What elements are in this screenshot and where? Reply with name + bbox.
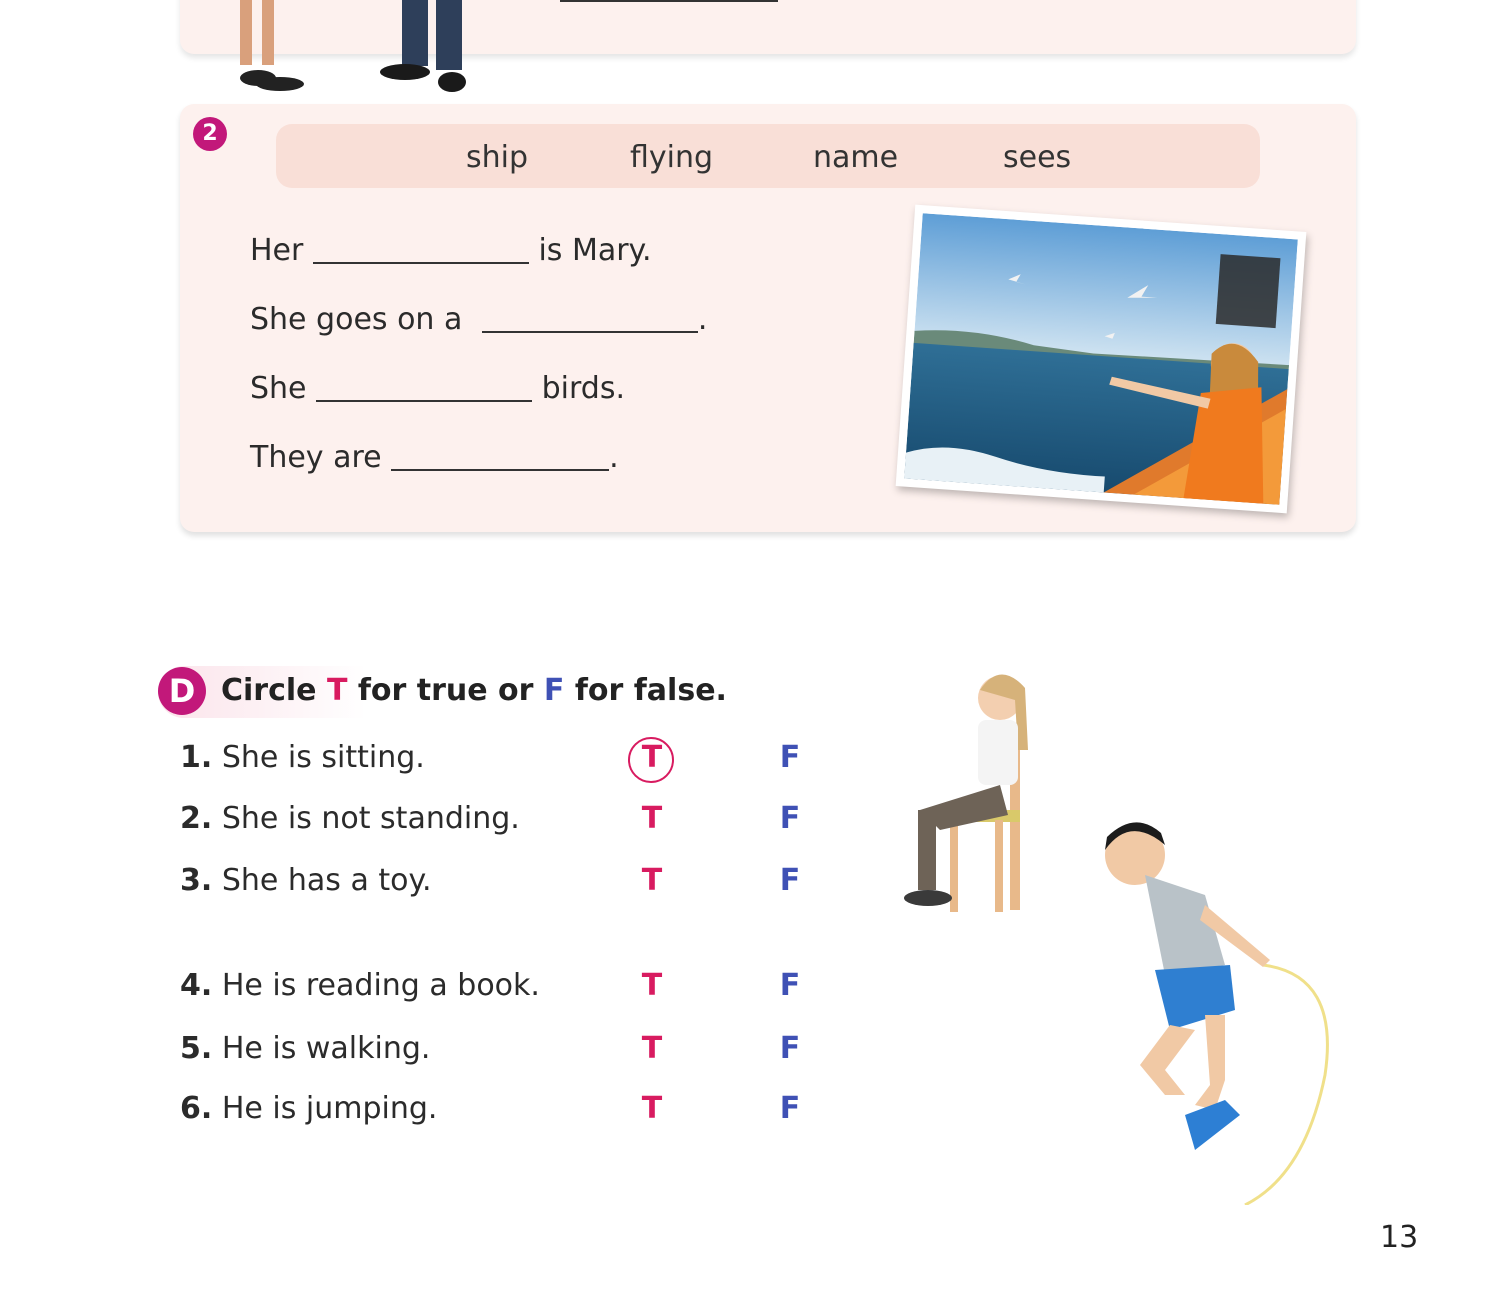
instruction-true-letter: T — [326, 673, 348, 708]
tf-item — [180, 740, 425, 775]
tf-item — [180, 863, 432, 898]
true-option[interactable]: T — [641, 1091, 663, 1126]
page-number: 13 — [1380, 1220, 1419, 1255]
false-option[interactable]: F — [779, 801, 801, 836]
item-text: He is reading a book. — [221, 968, 540, 1003]
tf-item — [180, 1091, 437, 1126]
true-option[interactable]: T — [641, 863, 663, 898]
exercise-number-badge: 2 — [193, 117, 227, 151]
fill-in-sentence — [250, 233, 652, 268]
item-number: 5. — [180, 1031, 213, 1066]
false-option[interactable]: F — [779, 1031, 801, 1066]
instruction-text: for false. — [564, 673, 727, 708]
word-bank-item: name — [813, 140, 899, 175]
false-option[interactable]: F — [779, 1091, 801, 1126]
boy-jumping-rope-illustration — [1095, 815, 1345, 1205]
instruction-false-letter: F — [543, 673, 565, 708]
item-text: He is walking. — [221, 1031, 431, 1066]
instruction-text: Circle — [221, 673, 327, 708]
true-option[interactable]: T — [641, 968, 663, 1003]
sentence-start: They are — [250, 440, 382, 475]
item-number: 4. — [180, 968, 213, 1003]
item-number: 1. — [180, 740, 213, 775]
instruction-text: for true or — [347, 673, 544, 708]
item-text: She has a toy. — [221, 863, 432, 898]
false-option[interactable]: F — [779, 968, 801, 1003]
tf-item — [180, 968, 540, 1003]
tf-item — [180, 801, 520, 836]
word-bank — [276, 124, 1260, 188]
item-text: She is not standing. — [221, 801, 520, 836]
sentence-end: . — [697, 302, 708, 337]
fill-in-sentence — [250, 302, 707, 337]
item-number: 2. — [180, 801, 213, 836]
fill-in-sentence — [250, 371, 625, 406]
answer-line — [560, 0, 778, 2]
item-number: 3. — [180, 863, 213, 898]
true-option[interactable]: T — [641, 740, 663, 775]
sentence-start: She — [250, 371, 307, 406]
section-letter-badge: D — [158, 667, 206, 715]
fill-in-sentence — [250, 440, 619, 475]
sentence-end: . — [609, 440, 619, 475]
item-text: She is sitting. — [221, 740, 425, 775]
girl-sitting-illustration — [900, 660, 1050, 920]
true-option[interactable]: T — [641, 801, 663, 836]
item-text: He is jumping. — [221, 1091, 438, 1126]
false-option[interactable]: F — [779, 863, 801, 898]
tf-item — [180, 1031, 430, 1066]
sentence-end: is Mary. — [538, 233, 652, 268]
item-number: 6. — [180, 1091, 213, 1126]
word-bank-item: sees — [1003, 140, 1072, 175]
sentence-start: She goes on a — [250, 302, 463, 337]
sentence-end: birds. — [541, 371, 626, 406]
answer-blank[interactable] — [482, 331, 698, 333]
word-bank-item: flying — [630, 140, 714, 175]
section-instructions — [221, 673, 727, 708]
true-option[interactable]: T — [641, 1031, 663, 1066]
answer-blank[interactable] — [316, 400, 532, 402]
answer-blank[interactable] — [391, 469, 609, 471]
answer-blank[interactable] — [313, 262, 529, 264]
false-option[interactable]: F — [779, 740, 801, 775]
photo-image — [904, 213, 1298, 505]
sentence-start: Her — [250, 233, 304, 268]
word-bank-item: ship — [466, 140, 529, 175]
people-feet-illustration — [230, 0, 480, 100]
girl-on-ship-photo — [896, 205, 1307, 514]
